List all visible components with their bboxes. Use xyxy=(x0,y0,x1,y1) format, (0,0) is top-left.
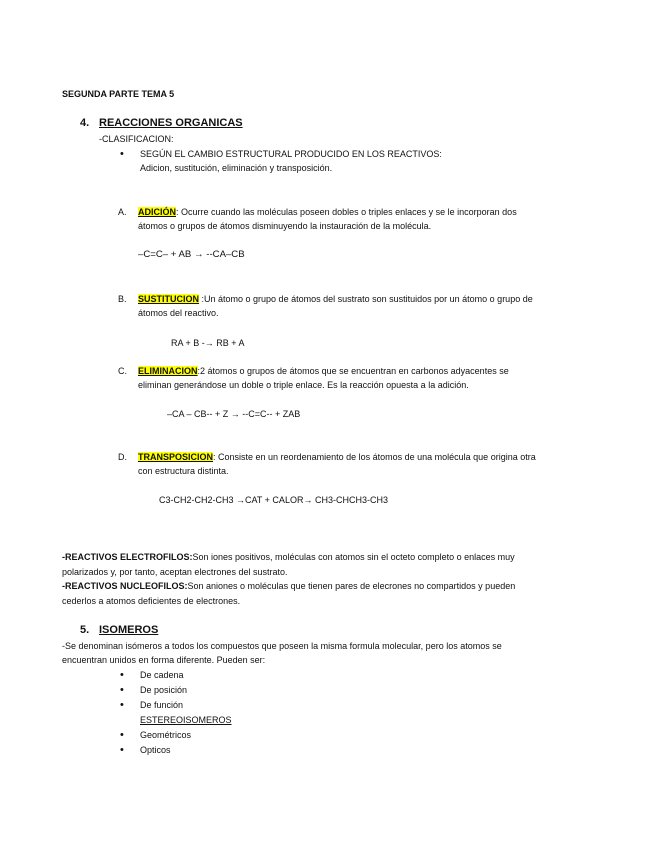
item-a-formula: –C=C– + AB → --CA–CB xyxy=(138,249,245,260)
nucleophile-label: -REACTIVOS NUCLEOFILOS: xyxy=(62,581,188,591)
stereo-type-geometric: • Geométricos xyxy=(140,729,191,741)
section-5-number: 5. xyxy=(80,624,90,636)
item-d-formula: C3-CH2-CH2-CH3 →CAT + CALOR→ CH3-CHCH3-CH3 xyxy=(159,495,388,505)
item-b-line2: átomos del reactivo. xyxy=(138,308,219,318)
stereo-type-optical: • Opticos xyxy=(140,744,171,756)
nucleophile-paragraph-line2: cederlos a atomos deficientes de electrones. xyxy=(62,596,241,606)
item-c-line2: eliminan generándose un doble o triple enlace. Es la reacción opuesta a la adición. xyxy=(138,380,469,390)
isomer-intro-line1: -Se denominan isómeros a todos los compuestos que poseen la misma formula molecular, pero los atomos se xyxy=(62,641,502,651)
item-b-formula: RA + B -→ RB + A xyxy=(171,338,245,348)
item-b-line1: SUSTITUCION :Un átomo o grupo de átomos del sustrato son sustituidos por un átomo o grupo de xyxy=(138,294,533,304)
section-4-title: REACCIONES ORGANICAS xyxy=(99,117,243,129)
isomer-intro-line2: encuentran unidos en forma diferente. Pueden ser: xyxy=(62,655,266,665)
electrophile-paragraph-line1: -REACTIVOS ELECTROFILOS:Son iones positivos, moléculas con atomos sin el octeto completo o enlaces muy xyxy=(62,552,515,562)
item-a-line1: ADICIÓN: Ocurre cuando las moléculas poseen dobles o triples enlaces y se le incorporan dos xyxy=(138,207,517,217)
electrophile-paragraph-line2: polarizados y, por tanto, aceptan electrones del sustrato. xyxy=(62,567,288,577)
item-d-line1: TRANSPOSICION: Consiste en un reordenamiento de los átomos de una molécula que origina otra xyxy=(138,452,536,462)
item-c-term: ELIMINACION xyxy=(138,366,198,376)
item-a-line2: átomos o grupos de átomos disminuyendo la instauración de la molécula. xyxy=(138,221,432,231)
item-c-formula: –CA – CB-- + Z → --C=C-- + ZAB xyxy=(167,409,301,419)
classification-types: Adicion, sustitución, eliminación y transposición. xyxy=(140,163,333,173)
isomer-type-chain: • De cadena xyxy=(140,669,184,681)
section-5-title: ISOMEROS xyxy=(99,624,159,636)
classification-bullet: • SEGÚN EL CAMBIO ESTRUCTURAL PRODUCIDO EN LOS REACTIVOS: xyxy=(140,148,442,160)
item-d-term: TRANSPOSICION xyxy=(138,452,214,462)
item-a-term: ADICIÓN xyxy=(138,207,176,217)
stereoisomers-heading: ESTEREOISOMEROS xyxy=(140,715,232,725)
item-b-term: SUSTITUCION xyxy=(138,294,200,304)
nucleophile-paragraph-line1: -REACTIVOS NUCLEOFILOS:Son aniones o moléculas que tienen pares de elecrones no compartidos y pueden xyxy=(62,581,516,591)
item-c-line1: ELIMINACION:2 átomos o grupos de átomos que se encuentran en carbonos adyacentes se xyxy=(138,366,509,376)
isomer-type-function: • De función xyxy=(140,699,183,711)
section-4-number: 4. xyxy=(80,117,90,129)
item-d-line2: con estructura distinta. xyxy=(138,466,229,476)
document-title: SEGUNDA PARTE TEMA 5 xyxy=(62,89,175,99)
item-c-letter: C. xyxy=(118,366,127,376)
classification-label: -CLASIFICACION: xyxy=(99,134,174,144)
item-d-letter: D. xyxy=(118,452,127,462)
item-a-letter: A. xyxy=(118,207,127,217)
isomer-type-position: • De posición xyxy=(140,684,187,696)
electrophile-label: -REACTIVOS ELECTROFILOS: xyxy=(62,552,193,562)
item-b-letter: B. xyxy=(118,294,127,304)
